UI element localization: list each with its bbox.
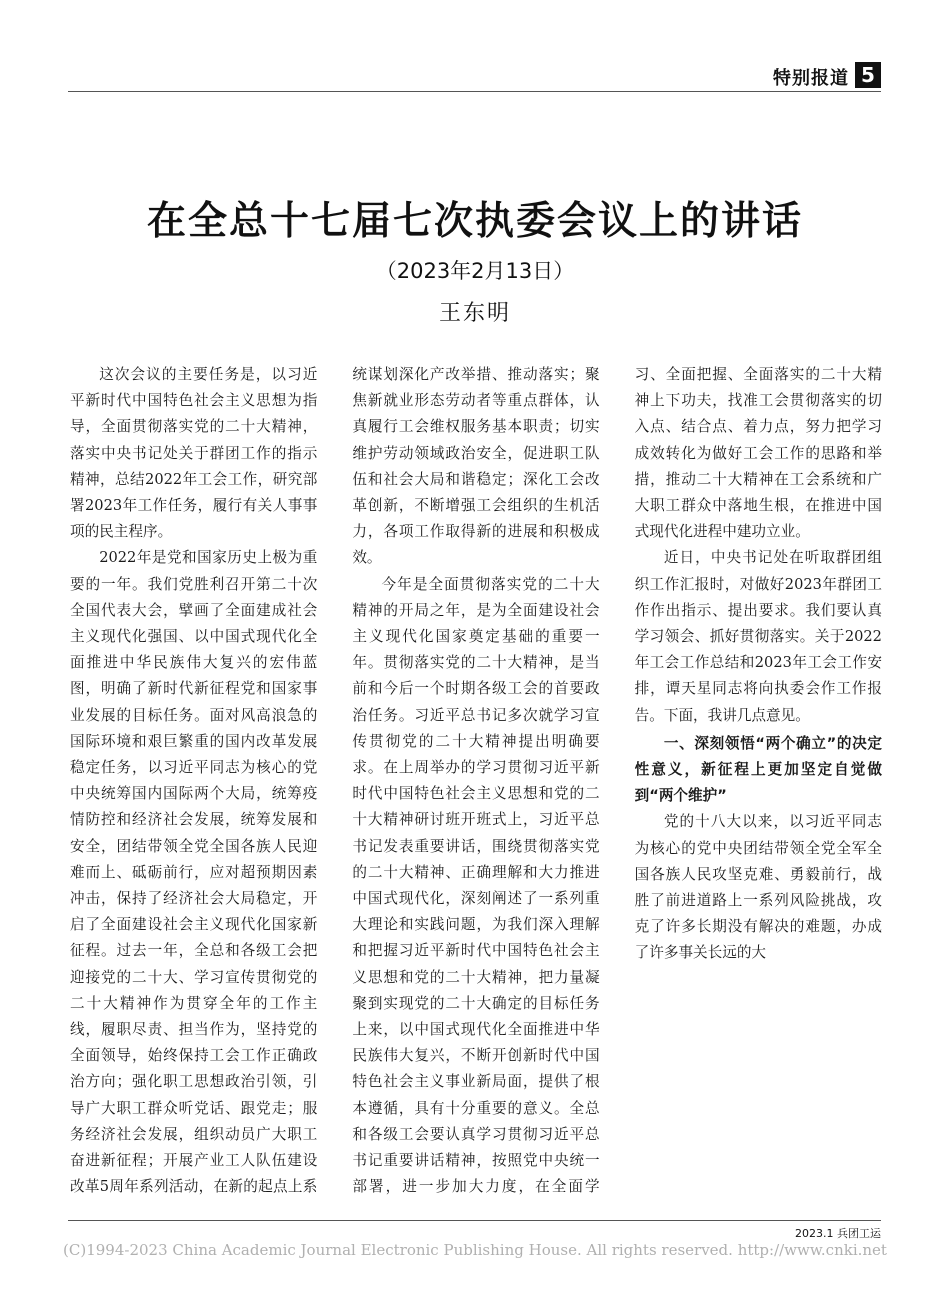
page-header [68,62,881,90]
page-number: 5 [855,62,881,88]
body-paragraph: 今年是全面贯彻落实党的二十大精神的开局之年，是为全面建设社会主义现代化国家奠定基础的重要一年。贯彻落实党的二十大精神，是当前和今后一个时期各级工会的首要政治任务。习近平总书记多次就学习宣传贯彻党的二十大精神提出明确要求。在上周举办的学习贯彻习近平新时代中国特色社会主义思想和党的二十大精神研讨班开班式上，习近平总书记发表重要讲话，围绕贯彻落实党的二十大精神、正确理解和大力推进中国式现代化，深刻阐述了一系列重大理论和实践问题，为我们深入理解和把握习近平新时代中国特色社会主义思想和党的二十大精神，把力量凝聚到实现党的二十大确定的目标任务上来，以中国式现代化全面推进中华民族伟大复兴，不断开创新时代中国特色社会主义事业新局面，提供了根本遵循，具有十分重要的意义。全总和各级工会要认真学习贯彻习近平总书记重要讲话精神，按照党中央统一部署，进一步加大力度，在全面学习、全面把握、全面落实的二十大精神上下功夫，找准工会贯彻落实的切入点、结合点、着力点，努力把学习成效转化为做好工会工作的思路和举措，推动二十大精神在工会系统和广大职工群众中落地生根，在推进中国式现代化进程中建功立业。 [352,366,882,1196]
footer-divider [68,1220,881,1221]
issue-label: 2023.1 兵团工运 [795,1227,881,1240]
body-paragraph: 这次会议的主要任务是，以习近平新时代中国特色社会主义思想为指导，全面贯彻落实党的二十大精神，落实中央书记处关于群团工作的指示精神，总结2022年工会工作，研究部署2023年工作任务，履行有关人事事项的民主程序。 [70,366,318,541]
body-paragraph: 近日，中央书记处在听取群团组织工作汇报时，对做好2023年群团工作作出指示、提出要求。我们要认真学习领会、抓好贯彻落实。关于2022年工会工作总结和2023年工会工作安排，谭天星同志将向执委会作工作报告。下面，我讲几点意见。 [634,549,882,724]
article-date: （2023年2月13日） [375,259,575,283]
article-author: 王东明 [438,301,511,326]
header-divider [68,91,881,92]
body-paragraph: 2022年是党和国家历史上极为重要的一年。我们党胜利召开第二十次全国代表大会，擘画了全面建成社会主义现代化强国、以中国式现代化全面推进中华民族伟大复兴的宏伟蓝图，明确了新时代新征程党和国家事业发展的目标任务。面对风高浪急的国际环境和艰巨繁重的国内改革发展稳定任务，以习近平同志为核心的党中央统筹国内国际两个大局，统筹疫情防控和经济社会发展，统筹发展和安全，团结带领全党全国各族人民迎难而上、砥砺前行，应对超预期因素冲击，保持了经济社会大局稳定，开启了全面建设社会主义现代化国家新征程。过去一年，全总和各级工会把迎接党的二十大、学习宣传贯彻党的二十大精神作为贯穿全年的工作主线，履职尽责、担当作为，坚持党的全面领导，始终保持工会工作正确政治方向；强化职工思想政治引领，引导广大职工群众听党话、跟党走；服务经济社会发展，组织动员广大职工奋进新征程；开展产业工人队伍建设改革5周年系列活动，在新的起点上系统谋划深化产改举措、推动落实；聚焦新就业形态劳动者等重点群体，认真履行工会维权服务基本职责；切实维护劳动领域政治安全，促进职工队伍和社会大局和谐稳定；深化工会改革创新，不断增强工会组织的生机活力，各项工作取得新的进展和积极成效。 [70,366,600,1196]
section-heading: 一、深刻领悟“两个确立”的决定性意义，新征程上更加坚定自觉做到“两个维护” [634,734,882,805]
body-paragraph: 党的十八大以来，以习近平同志为核心的党中央团结带领全党全军全国各族人民攻坚克难、勇毅前行，战胜了前进道路上一系列风险挑战，攻克了许多长期没有解决的难题，办成了许多事关长远的大 [634,813,882,962]
article-title: 在全总十七届七次执委会议上的讲话 [146,199,803,244]
article-body [70,362,882,1214]
copyright-watermark: (C)1994-2023 China Academic Journal Electronic Publishing House. All rights reserved. http://www.cnki.net [63,1241,887,1259]
section-label: 特别报道 [773,68,849,89]
